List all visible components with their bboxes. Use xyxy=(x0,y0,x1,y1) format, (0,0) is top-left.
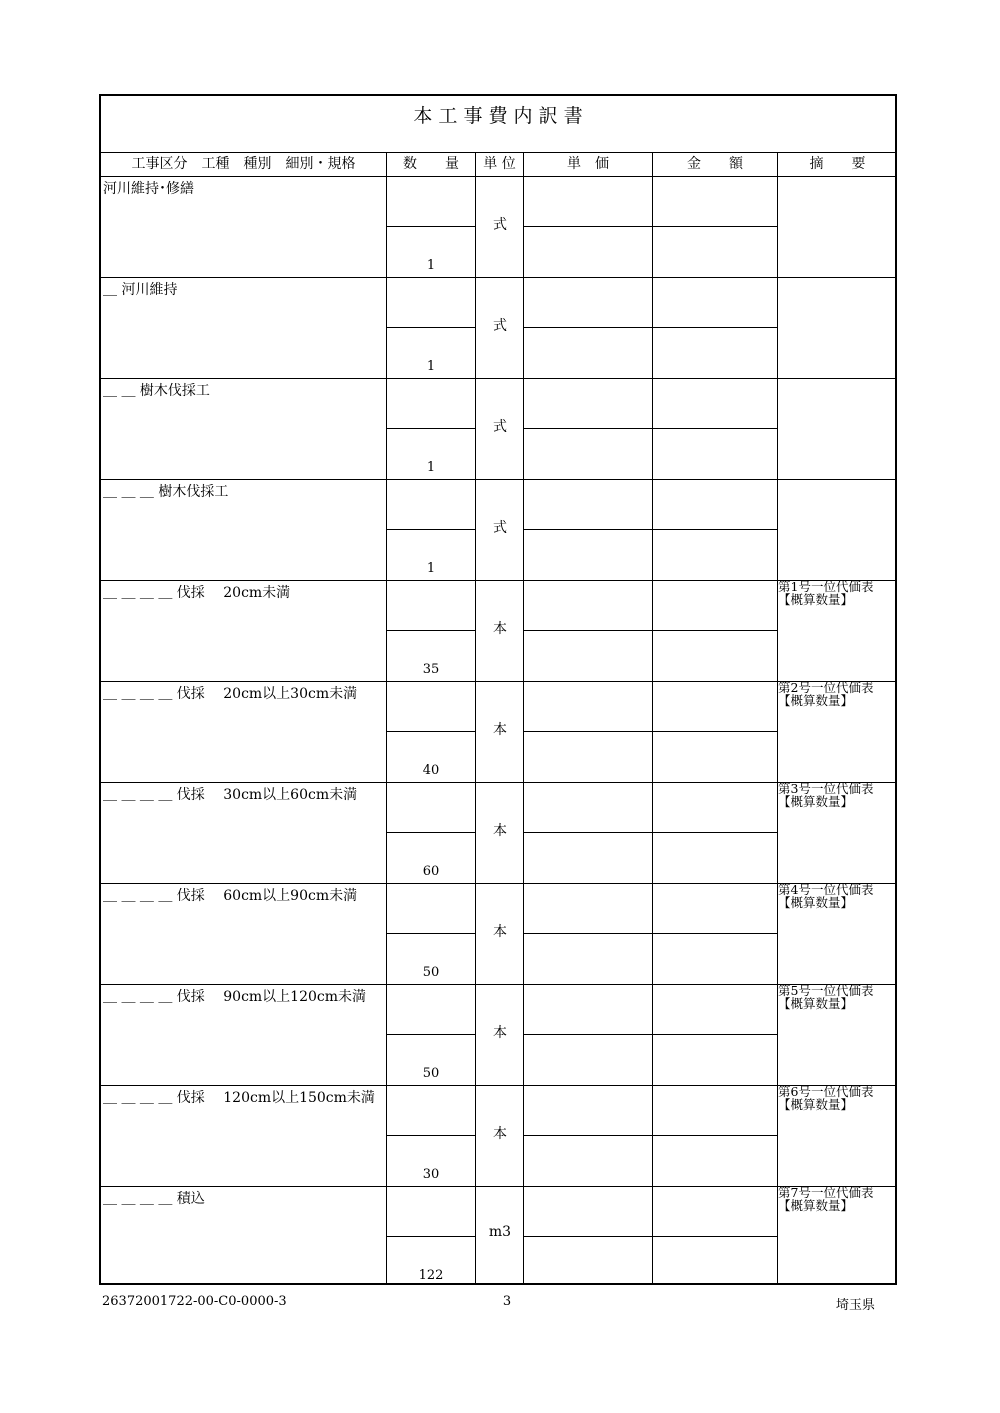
item-unit: 式 xyxy=(493,318,507,334)
item-quantity: 122 xyxy=(418,1268,444,1283)
item-name: ＿ ＿ ＿ ＿ 伐採 60cm以上90cm未満 xyxy=(103,888,358,904)
table-row xyxy=(101,580,895,681)
item-unit: 本 xyxy=(493,621,507,637)
table-row xyxy=(101,176,895,277)
item-name: ＿ ＿ ＿ ＿ 伐採 20cm未満 xyxy=(103,585,291,601)
item-unit: 本 xyxy=(493,722,507,738)
item-remark: 第3号一位代価表 【概算数量】 xyxy=(778,781,874,809)
item-quantity: 1 xyxy=(426,561,436,576)
item-unit: 式 xyxy=(493,419,507,435)
header-unit: 単 位 xyxy=(483,156,516,172)
item-name: ＿ ＿ ＿ ＿ 伐採 20cm以上30cm未満 xyxy=(103,686,358,702)
table-row xyxy=(101,984,895,1085)
item-remark: 第6号一位代価表 【概算数量】 xyxy=(778,1084,874,1112)
header-remarks: 摘 要 xyxy=(809,156,866,172)
item-quantity: 30 xyxy=(422,1167,440,1182)
table-row xyxy=(101,277,895,378)
item-unit: 本 xyxy=(493,1126,507,1142)
item-quantity: 50 xyxy=(422,965,440,980)
item-unit: m3 xyxy=(488,1224,512,1240)
item-name: ＿ ＿ ＿ ＿ 積込 xyxy=(103,1191,205,1207)
item-remark: 第1号一位代価表 【概算数量】 xyxy=(778,579,874,607)
item-remark: 第5号一位代価表 【概算数量】 xyxy=(778,983,874,1011)
issuer-name: 埼玉県 xyxy=(836,1298,876,1313)
item-unit: 式 xyxy=(493,217,507,233)
item-remark: 第2号一位代価表 【概算数量】 xyxy=(778,680,874,708)
item-unit: 本 xyxy=(493,1025,507,1041)
header-quantity: 数 量 xyxy=(403,156,459,172)
item-unit: 本 xyxy=(493,924,507,940)
item-quantity: 40 xyxy=(422,763,440,778)
item-quantity: 60 xyxy=(422,864,440,879)
item-remark: 第7号一位代価表 【概算数量】 xyxy=(778,1185,874,1213)
item-name: ＿ ＿ 樹木伐採工 xyxy=(103,383,210,399)
item-quantity: 50 xyxy=(422,1066,440,1081)
table-row xyxy=(101,378,895,479)
table-row xyxy=(101,883,895,984)
header-amount: 金 額 xyxy=(687,156,743,172)
item-name: ＿ ＿ ＿ 樹木伐採工 xyxy=(103,484,229,500)
item-unit: 本 xyxy=(493,823,507,839)
page-number: 3 xyxy=(502,1294,512,1309)
item-quantity: 35 xyxy=(422,662,440,677)
document-title: 本 工 事 費 内 訳 書 xyxy=(413,105,583,127)
table-row xyxy=(101,1186,895,1287)
item-name: 河川維持･修繕 xyxy=(103,181,194,197)
item-remark: 第4号一位代価表 【概算数量】 xyxy=(778,882,874,910)
document-code: 26372001722-00-C0-0000-3 xyxy=(102,1294,287,1309)
estimate-sheet xyxy=(99,94,897,1285)
item-quantity: 1 xyxy=(426,460,436,475)
table-row xyxy=(101,782,895,883)
item-name: ＿ 河川維持 xyxy=(103,282,178,298)
table-row xyxy=(101,479,895,580)
header-item: 工事区分 工種 種別 細別・規格 xyxy=(131,156,356,172)
item-quantity: 1 xyxy=(426,258,436,273)
table-row xyxy=(101,681,895,782)
table-row xyxy=(101,1085,895,1186)
item-name: ＿ ＿ ＿ ＿ 伐採 90cm以上120cm未満 xyxy=(103,989,367,1005)
header-unit-price: 単 価 xyxy=(567,156,609,172)
item-quantity: 1 xyxy=(426,359,436,374)
item-unit: 式 xyxy=(493,520,507,536)
item-name: ＿ ＿ ＿ ＿ 伐採 30cm以上60cm未満 xyxy=(103,787,358,803)
item-name: ＿ ＿ ＿ ＿ 伐採 120cm以上150cm未満 xyxy=(103,1090,375,1106)
